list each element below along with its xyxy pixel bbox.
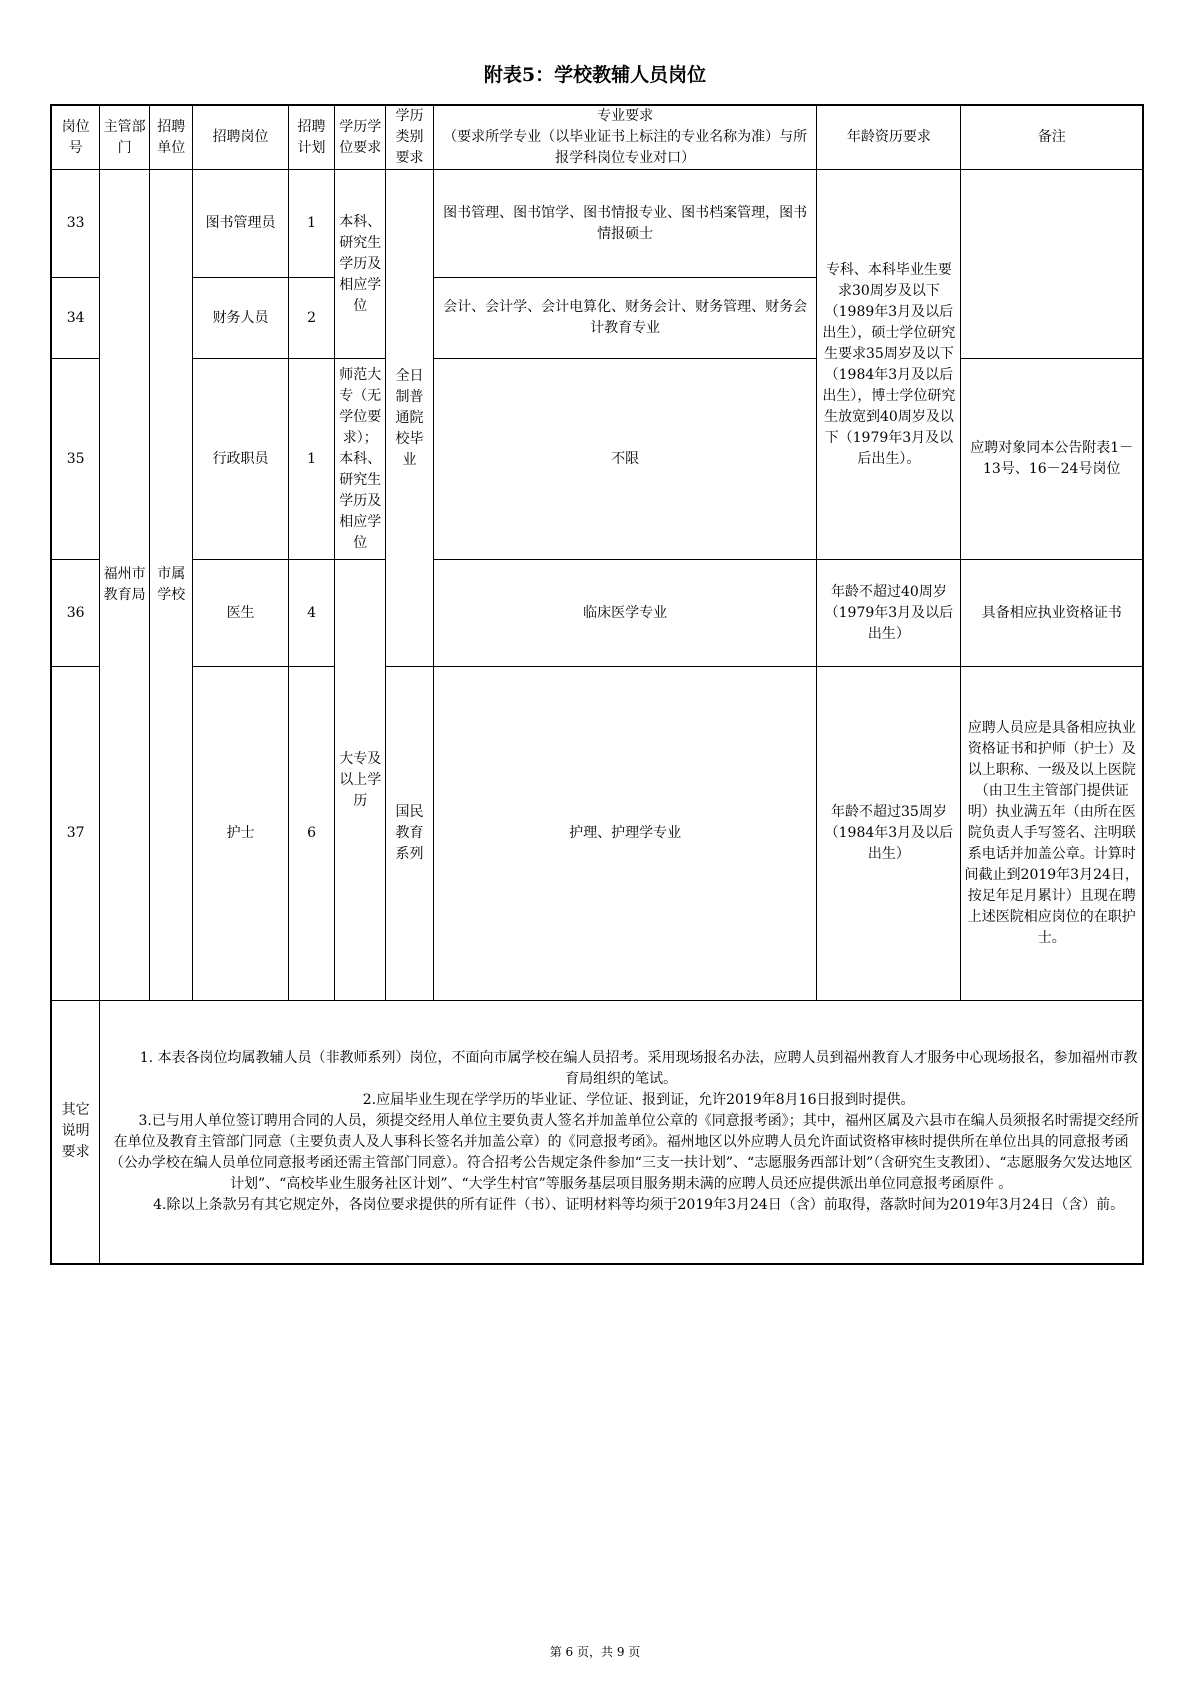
header-plan: 招聘计划 xyxy=(288,105,335,170)
age-cell: 年龄不超过40周岁（1979年3月及以后出生） xyxy=(817,560,961,667)
type-cell: 国民教育系列 xyxy=(386,667,434,1001)
post-cell: 图书管理员 xyxy=(193,170,288,278)
degree-cell: 本科、研究生学历及相应学位 xyxy=(335,170,386,359)
header-remark: 备注 xyxy=(961,105,1143,170)
major-cell: 会计、会计学、会计电算化、财务会计、财务管理、财务会计教育专业 xyxy=(433,278,817,359)
header-major xyxy=(433,105,817,170)
plan-cell: 6 xyxy=(288,667,335,1001)
table-row xyxy=(51,170,1143,278)
plan-cell: 1 xyxy=(288,359,335,560)
notes-body xyxy=(100,1001,1143,1264)
major-cell: 护理、护理学专业 xyxy=(433,667,817,1001)
major-cell: 图书管理、图书馆学、图书情报专业、图书档案管理，图书情报硕士 xyxy=(433,170,817,278)
post-no-cell: 36 xyxy=(51,560,100,667)
header-age: 年龄资历要求 xyxy=(817,105,961,170)
notes-label: 其它说明要求 xyxy=(51,1001,100,1264)
major-cell: 临床医学专业 xyxy=(433,560,817,667)
note-item: 1. 本表各岗位均属教辅人员（非教师系列）岗位，不面向市属学校在编人员招考。采用现场报名办法，应聘人员到福州教育人才服务中心现场报名，参加福州市教育局组织的笔试。 xyxy=(139,1049,1138,1087)
page-footer: 第 6 页，共 9 页 xyxy=(549,1645,641,1659)
note-item: 2.应届毕业生现在学学历的毕业证、学位证、报到证，允许2019年8月16日报到时提供。 xyxy=(362,1091,915,1108)
header-type: 学历类别要求 xyxy=(386,105,434,170)
remark-cell: 具备相应执业资格证书 xyxy=(961,560,1143,667)
remark-cell xyxy=(961,170,1143,359)
post-no-cell: 35 xyxy=(51,359,100,560)
note-item: 4.除以上条款另有其它规定外，各岗位要求提供的所有证件（书）、证明材料等均须于2019年3月24日（含）前取得，落款时间为2019年3月24日（含）前。 xyxy=(153,1196,1125,1213)
post-cell: 财务人员 xyxy=(193,278,288,359)
age-cell: 专科、本科毕业生要求30周岁及以下（1989年3月及以后出生），硕士学位研究生要求35周岁及以下（1984年3月及以后出生），博士学位研究生放宽到40周岁及以下（1979年3月及以后出生）。 xyxy=(817,170,961,560)
unit-cell: 市属学校 xyxy=(150,170,193,1001)
degree-cell: 师范大专（无学位要求）；本科、研究生学历及相应学位 xyxy=(335,359,386,560)
major-cell: 不限 xyxy=(433,359,817,560)
recruitment-table xyxy=(50,104,1144,1265)
plan-cell: 4 xyxy=(288,560,335,667)
age-cell: 年龄不超过35周岁（1984年3月及以后出生） xyxy=(817,667,961,1001)
post-cell: 行政职员 xyxy=(193,359,288,560)
post-no-cell: 34 xyxy=(51,278,100,359)
page-title: 附表5：学校教辅人员岗位 xyxy=(483,64,707,86)
post-cell: 医生 xyxy=(193,560,288,667)
note-item: 3.已与用人单位签订聘用合同的人员，须提交经用人单位主要负责人签名并加盖单位公章的《同意报考函》；其中，福州区属及六县市在编人员须报名时需提交经所在单位及教育主管部门同意（主要负责人及人事科长签名并加盖公章）的《同意报考函》。福州地区以外应聘人员允许面试资格审核时提供所在单位出具的同意报考函（公办学校在编人员单位同意报考函还需主管部门同意）。符合招考公告规定条件参加“三支一扶计划”、“志愿服务西部计划”（含研究生支教团）、“志愿服务欠发达地区计划”、“高校毕业生服务社区计划”、“大学生村官”等服务基层项目服务期未满的应聘人员还应提供派出单位同意报考函原件 。 xyxy=(109,1112,1139,1192)
header-post-no: 岗位号 xyxy=(51,105,100,170)
dept-cell: 福州市教育局 xyxy=(100,170,150,1001)
header-row xyxy=(51,105,1143,170)
table-row xyxy=(51,667,1143,1001)
type-cell: 全日制普通院校毕业 xyxy=(386,170,434,667)
header-dept: 主管部门 xyxy=(100,105,150,170)
header-post: 招聘岗位 xyxy=(193,105,288,170)
table-row xyxy=(51,560,1143,667)
plan-cell: 2 xyxy=(288,278,335,359)
plan-cell: 1 xyxy=(288,170,335,278)
header-major-title: 专业要求 xyxy=(597,108,654,124)
post-no-cell: 33 xyxy=(51,170,100,278)
notes-row xyxy=(51,1001,1143,1264)
header-degree: 学历学位要求 xyxy=(335,105,386,170)
degree-cell: 大专及以上学历 xyxy=(335,560,386,1001)
header-unit: 招聘单位 xyxy=(150,105,193,170)
post-cell: 护士 xyxy=(193,667,288,1001)
remark-cell: 应聘人员应是具备相应执业资格证书和护师（护士）及以上职称、一级及以上医院（由卫生主管部门提供证明）执业满五年（由所在医院负责人手写签名、注明联系电话并加盖公章。计算时间截止到2019年3月24日，按足年足月累计）且现在聘上述医院相应岗位的在职护士。 xyxy=(961,667,1143,1001)
header-major-note: （要求所学专业（以毕业证书上标注的专业名称为准）与所报学科岗位专业对口） xyxy=(443,129,808,166)
remark-cell: 应聘对象同本公告附表1－13号、16－24号岗位 xyxy=(961,359,1143,560)
table-row xyxy=(51,359,1143,560)
post-no-cell: 37 xyxy=(51,667,100,1001)
